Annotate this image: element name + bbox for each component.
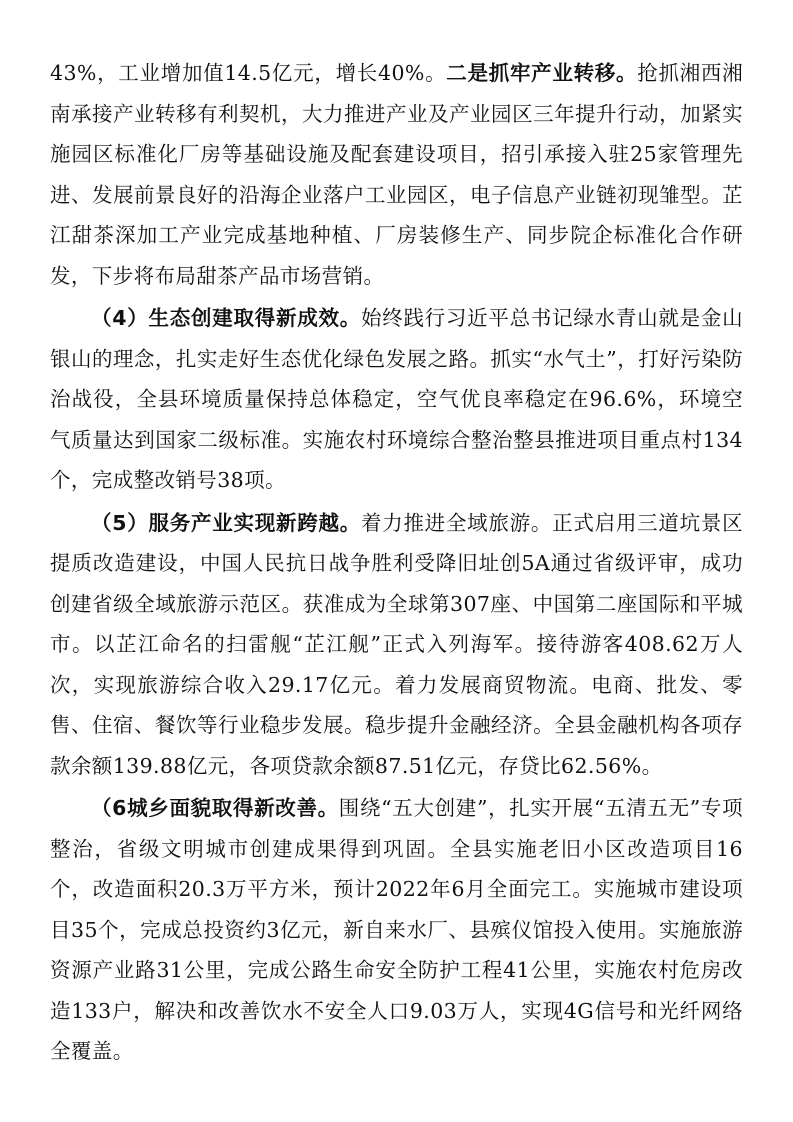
paragraph-ecology bbox=[50, 298, 743, 501]
paragraph-industry-transfer bbox=[50, 53, 743, 296]
section-heading: （4）生态创建取得新成效。 bbox=[91, 306, 361, 330]
document-body bbox=[50, 53, 743, 1072]
paragraph-urban-rural bbox=[50, 788, 743, 1072]
paragraph-text-continued: 抢抓湘西湘南承接产业转移有利契机，大力推进产业及产业园区三年提升行动，加紧实施园区标准化厂房等基础设施及配套建设项目，招引承接入驻25家管理先进、发展前景良好的沿海企业落户工业园区，电子信息产业链初现雏型。芷江甜茶深加工产业完成基地种植、厂房装修生产、同步院企标准化合作研发，下步将布局甜茶产品市场营销。 bbox=[50, 61, 743, 288]
paragraph-text: 始终践行习近平总书记绿水青山就是金山银山的理念，扎实走好生态优化绿色发展之路。抓实“水气土”，打好污染防治战役，全县环境质量保持总体稳定，空气优良率稳定在96.6%，环境空气质量达到国家二级标准。实施农村环境综合整治整县推进项目重点村134个，完成整改销号38项。 bbox=[50, 306, 744, 492]
paragraph-text: 着力推进全域旅游。正式启用三道坑景区提质改造建设，中国人民抗日战争胜利受降旧址创5A通过省级评审，成功创建省级全域旅游示范区。获准成为全球第307座、中国第二座国际和平城市。以芷江命名的扫雷舰“芷江舰”正式入列海军。接待游客408.62万人次，实现旅游综合收入29.17亿元。着力发展商贸物流。电商、批发、零售、住宿、餐饮等行业稳步发展。稳步提升金融经济。全县金融机构各项存款余额139.88亿元，各项贷款余额87.51亿元，存贷比62.56%。 bbox=[50, 510, 744, 778]
section-heading: （5）服务产业实现新跨越。 bbox=[91, 510, 361, 535]
paragraph-text: 围绕“五大创建”，扎实开展“五清五无”专项整治，省级文明城市创建成果得到巩固。全县实施老旧小区改造项目16个，改造面积20.3万平方米，预计2022年6月全面完工。实施城市建设项目35个，完成总投资约3亿元，新自来水厂、县殡仪馆投入使用。实施旅游资源产业路31公里，完成公路生命安全防护工程41公里，实施农村危房改造133户，解决和改善饮水不安全人口9.03万人，实现4G信号和光纤网络全覆盖。 bbox=[50, 796, 743, 1063]
paragraph-text: 43%，工业增加值14.5亿元，增长40%。 bbox=[50, 61, 447, 85]
paragraph-emphasis: 二是抓牢产业转移。 bbox=[446, 61, 638, 85]
section-heading: （6城乡面貌取得新改善。 bbox=[91, 796, 339, 820]
paragraph-service-industry bbox=[50, 503, 743, 787]
